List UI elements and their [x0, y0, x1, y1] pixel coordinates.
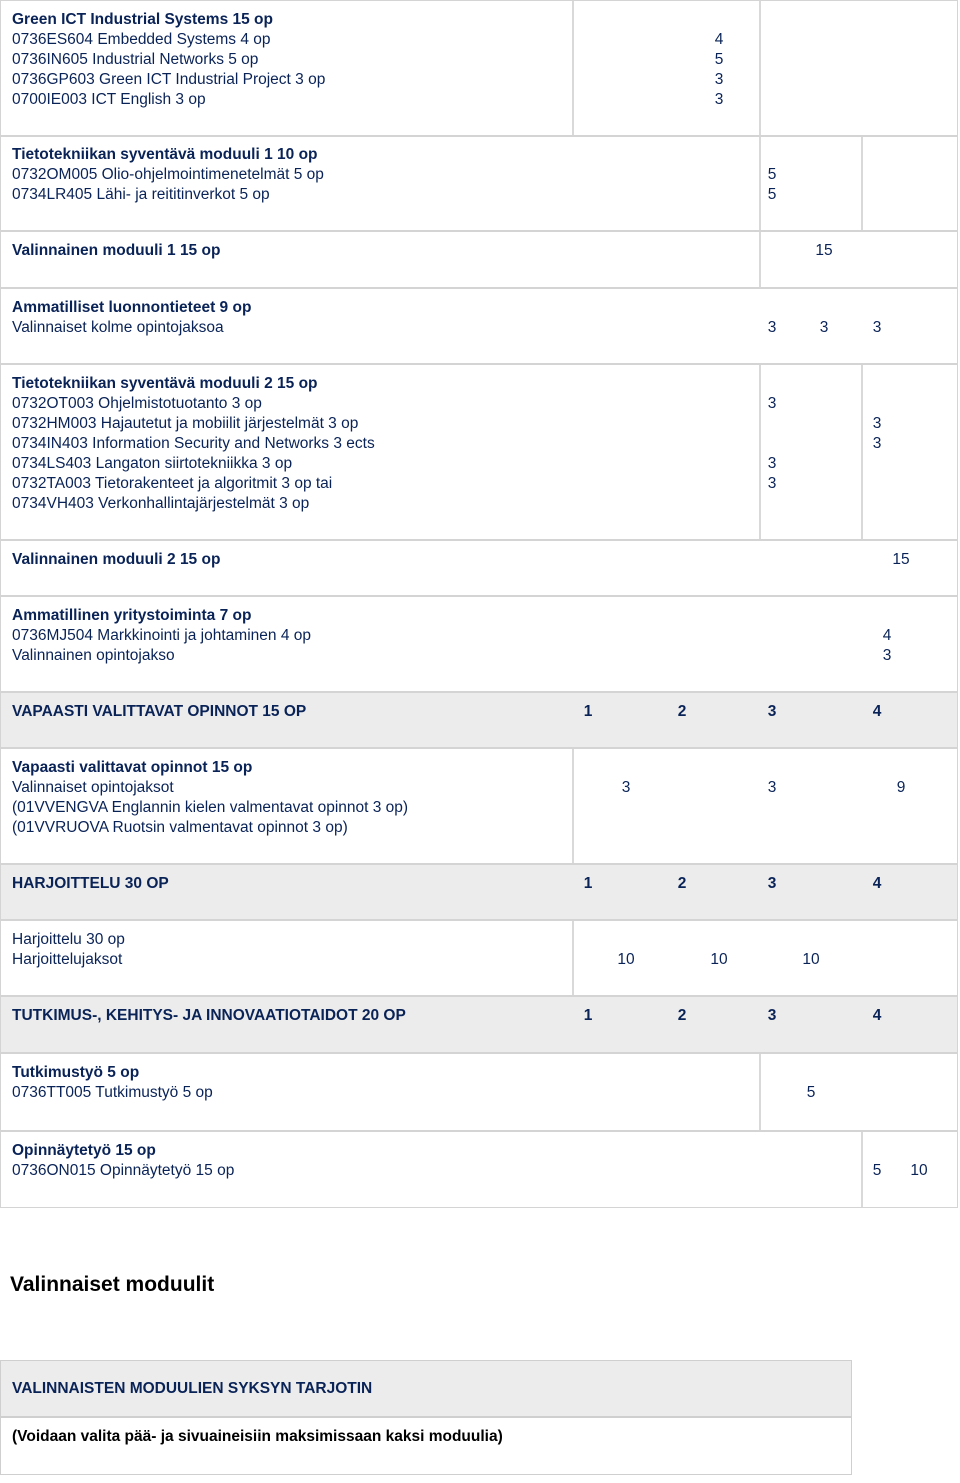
section-header-row [0, 692, 958, 748]
credit-value: 4 [872, 703, 882, 720]
course-line: 0732OM005 Olio-ohjelmointimenetelmät 5 op [12, 166, 324, 183]
credit-value: 10 [910, 1162, 928, 1179]
credit-value: 1 [583, 703, 593, 720]
column-divider [861, 1132, 863, 1207]
credit-value: 10 [802, 951, 820, 968]
section-header-row [0, 996, 958, 1053]
credit-value: 4 [882, 627, 892, 644]
column-divider [572, 921, 574, 995]
module-row [0, 1131, 958, 1208]
offering-note-box [0, 1417, 852, 1475]
course-line: 0734LR405 Lähi- ja reititinverkot 5 op [12, 186, 270, 203]
column-divider [861, 365, 863, 539]
course-line: 0732OT003 Ohjelmistotuotanto 3 op [12, 395, 262, 412]
credit-value: 2 [677, 703, 687, 720]
module-title: Vapaasti valittavat opinnot 15 op [12, 759, 253, 776]
credit-value: 3 [767, 475, 777, 492]
credit-value: 15 [815, 242, 833, 259]
module-row [0, 231, 958, 288]
module-row [0, 748, 958, 864]
course-line: 0736MJ504 Markkinointi ja johtaminen 4 op [12, 627, 311, 644]
course-line: Valinnaiset kolme opintojaksoa [12, 319, 224, 336]
credit-value: 9 [896, 779, 906, 796]
credit-value: 3 [767, 319, 777, 336]
module-title: Tietotekniikan syventävä moduuli 2 15 op [12, 375, 318, 392]
module-row [0, 920, 958, 996]
column-divider [759, 1, 761, 135]
credit-value: 5 [714, 51, 724, 68]
offering-title: VALINNAISTEN MODUULIEN SYKSYN TARJOTIN [12, 1380, 373, 1397]
course-line: 0700IE003 ICT English 3 op [12, 91, 206, 108]
credit-value: 3 [882, 647, 892, 664]
credit-value: 2 [677, 1007, 687, 1024]
course-line: Valinnaiset opintojaksot [12, 779, 174, 796]
offering-note: (Voidaan valita pää- ja sivuaineisiin maksimissaan kaksi moduulia) [12, 1428, 503, 1445]
credit-value: 10 [617, 951, 635, 968]
column-divider [759, 232, 761, 287]
credit-value: 3 [872, 415, 882, 432]
credit-value: 1 [583, 1007, 593, 1024]
course-line: 0734IN403 Information Security and Networks 3 ects [12, 435, 375, 452]
credit-value: 3 [767, 779, 777, 796]
credit-value: 5 [806, 1084, 816, 1101]
credit-value: 5 [872, 1162, 882, 1179]
module-title: VAPAASTI VALITTAVAT OPINNOT 15 OP [12, 703, 307, 720]
module-title: Opinnäytetyö 15 op [12, 1142, 156, 1159]
module-row [0, 540, 958, 596]
module-row [0, 136, 958, 231]
course-line: (01VVRUOVA Ruotsin valmentavat opinnot 3 op) [12, 819, 348, 836]
credit-value: 3 [714, 71, 724, 88]
course-line: 0736ES604 Embedded Systems 4 op [12, 31, 271, 48]
module-row [0, 0, 958, 136]
column-divider [759, 365, 761, 539]
module-row [0, 596, 958, 692]
offering-title-box [0, 1360, 852, 1417]
credit-value: 1 [583, 875, 593, 892]
module-title: TUTKIMUS-, KEHITYS- JA INNOVAATIOTAIDOT 20 OP [12, 1007, 406, 1024]
course-line: 0736TT005 Tutkimustyö 5 op [12, 1084, 213, 1101]
credit-value: 3 [819, 319, 829, 336]
credit-value: 4 [872, 1007, 882, 1024]
credit-value: 3 [621, 779, 631, 796]
course-line: Harjoittelu 30 op [12, 931, 125, 948]
module-title: Green ICT Industrial Systems 15 op [12, 11, 273, 28]
credit-value: 5 [767, 166, 777, 183]
course-line: Valinnainen opintojakso [12, 647, 175, 664]
module-title: Ammatillinen yritystoiminta 7 op [12, 607, 252, 624]
section-heading: Valinnaiset moduulit [10, 1273, 215, 1296]
credit-value: 5 [767, 186, 777, 203]
credit-value: 3 [714, 91, 724, 108]
credit-value: 3 [872, 319, 882, 336]
course-line: 0736IN605 Industrial Networks 5 op [12, 51, 259, 68]
course-line: 0732TA003 Tietorakenteet ja algoritmit 3 op tai [12, 475, 333, 492]
module-row [0, 288, 958, 364]
section-header-row [0, 864, 958, 920]
course-line: 0732HM003 Hajautetut ja mobiilit järjestelmät 3 op [12, 415, 359, 432]
course-line: 0734LS403 Langaton siirtotekniikka 3 op [12, 455, 293, 472]
credit-value: 3 [872, 435, 882, 452]
module-title: Tutkimustyö 5 op [12, 1064, 140, 1081]
credit-value: 3 [767, 455, 777, 472]
course-line: Harjoittelujaksot [12, 951, 123, 968]
module-row [0, 364, 958, 540]
column-divider [572, 1, 574, 135]
credit-value: 2 [677, 875, 687, 892]
credit-value: 3 [767, 1007, 777, 1024]
module-title: Valinnainen moduuli 1 15 op [12, 242, 221, 259]
credit-value: 15 [892, 551, 910, 568]
course-line: 0736GP603 Green ICT Industrial Project 3 op [12, 71, 326, 88]
credit-value: 4 [714, 31, 724, 48]
course-line: 0734VH403 Verkonhallintajärjestelmät 3 op [12, 495, 310, 512]
credit-value: 3 [767, 875, 777, 892]
column-divider [759, 1054, 761, 1130]
credit-value: 4 [872, 875, 882, 892]
module-title: HARJOITTELU 30 OP [12, 875, 169, 892]
course-line: (01VVENGVA Englannin kielen valmentavat opinnot 3 op) [12, 799, 409, 816]
credit-value: 10 [710, 951, 728, 968]
module-title: Tietotekniikan syventävä moduuli 1 10 op [12, 146, 318, 163]
credit-value: 3 [767, 703, 777, 720]
module-title: Ammatilliset luonnontieteet 9 op [12, 299, 252, 316]
course-line: 0736ON015 Opinnäytetyö 15 op [12, 1162, 235, 1179]
credit-value: 3 [767, 395, 777, 412]
module-row [0, 1053, 958, 1131]
module-title: Valinnainen moduuli 2 15 op [12, 551, 221, 568]
column-divider [861, 137, 863, 230]
column-divider [572, 749, 574, 863]
